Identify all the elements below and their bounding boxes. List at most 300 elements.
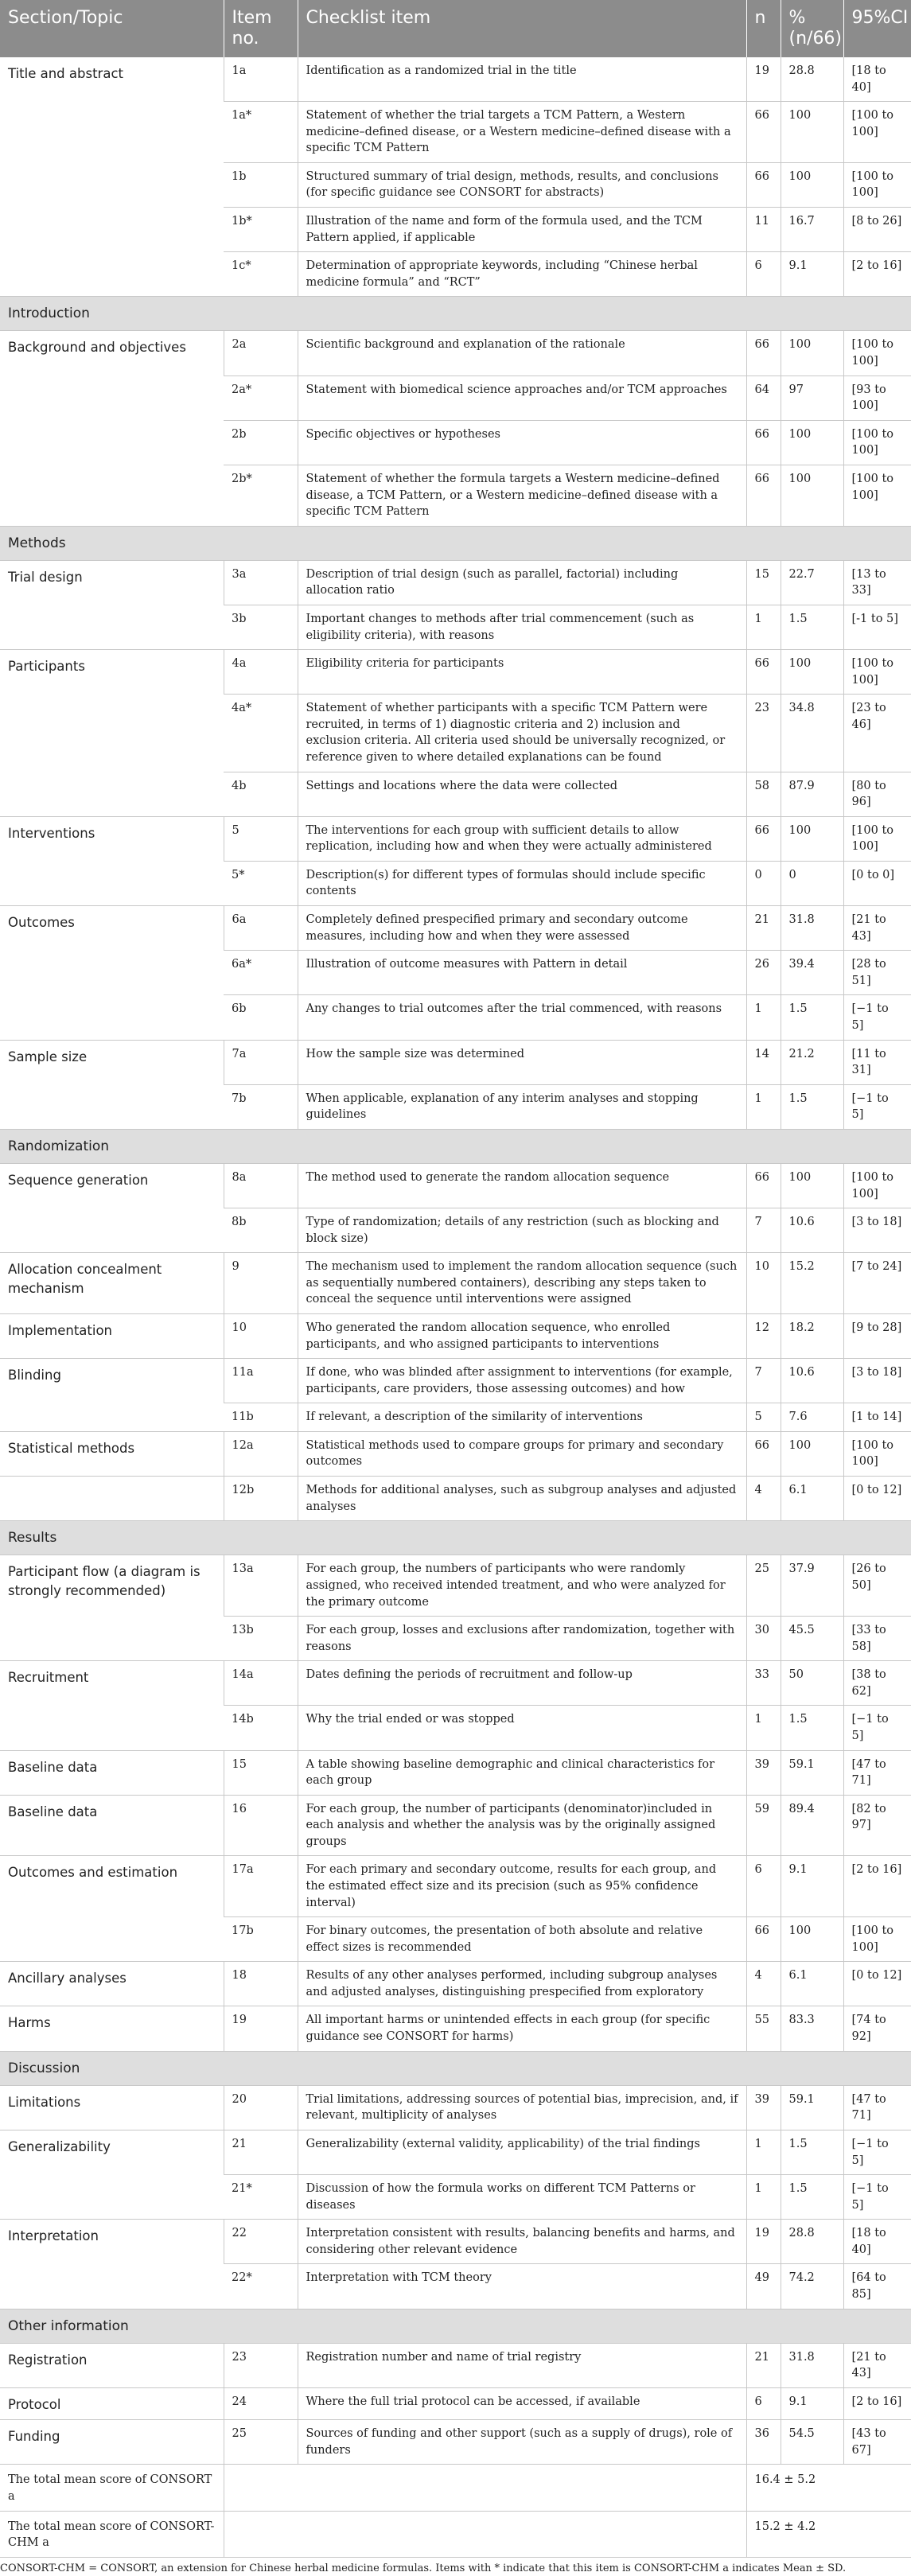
- total-value: 16.4 ± 5.2: [746, 2465, 911, 2511]
- item-no: 13b: [224, 1617, 298, 1661]
- table-row: [0, 331, 911, 376]
- item-pct: 37.9: [781, 1555, 843, 1617]
- item-ci: [0 to 12]: [843, 1477, 911, 1521]
- item-n: 66: [746, 102, 781, 163]
- item-pct: 6.1: [781, 1962, 843, 2006]
- item-n: 64: [746, 376, 781, 420]
- table-row: [0, 2387, 911, 2419]
- section-label: Allocation concealment mechanism: [0, 1253, 224, 1314]
- item-text: Who generated the random allocation sequence, who enrolled participants, and who assigned participants to interventions: [298, 1314, 746, 1359]
- item-no: 4a: [224, 650, 298, 695]
- table-row: [0, 57, 911, 102]
- item-text: Important changes to methods after trial commencement (such as eligibility criteria), with reasons: [298, 605, 746, 649]
- item-no: 12a: [224, 1431, 298, 1476]
- item-n: 6: [746, 2387, 781, 2419]
- item-no: 8b: [224, 1208, 298, 1253]
- item-ci: [2 to 16]: [843, 2387, 911, 2419]
- item-n: 66: [746, 1163, 781, 1208]
- item-text: Illustration of outcome measures with Pattern in detail: [298, 951, 746, 995]
- table-row: [0, 2085, 911, 2130]
- header-checklist-item: Checklist item: [298, 0, 746, 57]
- table-row: [0, 2220, 911, 2264]
- item-no: 13a: [224, 1555, 298, 1617]
- item-no: 2a*: [224, 376, 298, 420]
- item-pct: 100: [781, 465, 843, 526]
- item-ci: [8 to 26]: [843, 208, 911, 252]
- item-no: 24: [224, 2387, 298, 2419]
- item-n: 59: [746, 1795, 781, 1856]
- item-ci: [80 to 96]: [843, 772, 911, 816]
- table-row: [0, 1359, 911, 1403]
- item-n: 36: [746, 2420, 781, 2465]
- item-text: Settings and locations where the data were collected: [298, 772, 746, 816]
- item-text: The mechanism used to implement the random allocation sequence (such as sequentially numbered containers), describing any steps taken to conceal the sequence until interventions were assigned: [298, 1253, 746, 1314]
- item-pct: 100: [781, 102, 843, 163]
- item-text: Specific objectives or hypotheses: [298, 420, 746, 465]
- item-text: For each primary and secondary outcome, results for each group, and the estimated effect size and its precision (such as 95% confidence interval): [298, 1856, 746, 1917]
- item-pct: 1.5: [781, 2175, 843, 2220]
- item-n: 66: [746, 331, 781, 376]
- item-ci: [82 to 97]: [843, 1795, 911, 1856]
- section-label: Participants: [0, 650, 224, 817]
- item-text: For each group, the number of participants (denominator)included in each analysis and whether the analysis was by the originally assigned groups: [298, 1795, 746, 1856]
- table-row: [0, 2130, 911, 2174]
- item-no: 17b: [224, 1917, 298, 1962]
- section-label-empty: [0, 1477, 224, 1521]
- item-n: 4: [746, 1477, 781, 1521]
- item-text: Where the full trial protocol can be accessed, if available: [298, 2387, 746, 2419]
- item-no: 14b: [224, 1706, 298, 1750]
- item-n: 49: [746, 2264, 781, 2309]
- item-no: 3a: [224, 560, 298, 605]
- item-n: 5: [746, 1403, 781, 1432]
- item-n: 58: [746, 772, 781, 816]
- item-ci: [74 to 92]: [843, 2006, 911, 2051]
- item-ci: [21 to 43]: [843, 906, 911, 951]
- item-text: Completely defined prespecified primary and secondary outcome measures, including how and when they were assessed: [298, 906, 746, 951]
- item-n: 25: [746, 1555, 781, 1617]
- item-n: 1: [746, 605, 781, 649]
- item-no: 3b: [224, 605, 298, 649]
- item-n: 26: [746, 951, 781, 995]
- group-row: [0, 2051, 911, 2085]
- item-no: 11b: [224, 1403, 298, 1432]
- item-ci: [−1 to 5]: [843, 2130, 911, 2174]
- item-ci: [47 to 71]: [843, 1750, 911, 1795]
- table-row: [0, 1750, 911, 1795]
- item-no: 1c*: [224, 252, 298, 297]
- item-text: Generalizability (external validity, applicability) of the trial findings: [298, 2130, 746, 2174]
- header-n: n: [746, 0, 781, 57]
- item-pct: 21.2: [781, 1040, 843, 1084]
- item-no: 6a: [224, 906, 298, 951]
- section-label: Limitations: [0, 2085, 224, 2130]
- item-no: 23: [224, 2343, 298, 2387]
- item-pct: 28.8: [781, 2220, 843, 2264]
- table-row: [0, 2006, 911, 2051]
- item-n: 66: [746, 420, 781, 465]
- section-label: Baseline data: [0, 1795, 224, 1856]
- item-n: 21: [746, 2343, 781, 2387]
- item-pct: 18.2: [781, 1314, 843, 1359]
- item-no: 4a*: [224, 695, 298, 772]
- item-n: 66: [746, 162, 781, 207]
- item-n: 6: [746, 252, 781, 297]
- item-text: The interventions for each group with sufficient details to allow replication, including how and when they were actually administered: [298, 816, 746, 861]
- item-no: 1a: [224, 57, 298, 102]
- item-text: Statement of whether the formula targets a Western medicine–defined disease, a TCM Pattern, or a Western medicine–defined disease with a specific TCM Pattern: [298, 465, 746, 526]
- section-label: Outcomes and estimation: [0, 1856, 224, 1962]
- group-row: [0, 526, 911, 560]
- item-ci: [-1 to 5]: [843, 605, 911, 649]
- item-pct: 89.4: [781, 1795, 843, 1856]
- item-n: 39: [746, 1750, 781, 1795]
- table-row: [0, 1856, 911, 1917]
- item-ci: [100 to 100]: [843, 1163, 911, 1208]
- item-ci: [−1 to 5]: [843, 2175, 911, 2220]
- item-ci: [93 to 100]: [843, 376, 911, 420]
- item-pct: 15.2: [781, 1253, 843, 1314]
- item-pct: 100: [781, 331, 843, 376]
- item-no: 1b: [224, 162, 298, 207]
- item-n: 1: [746, 995, 781, 1040]
- item-ci: [100 to 100]: [843, 816, 911, 861]
- total-label: The total mean score of CONSORT a: [0, 2465, 224, 2511]
- item-no: 17a: [224, 1856, 298, 1917]
- item-ci: [100 to 100]: [843, 420, 911, 465]
- item-n: 19: [746, 2220, 781, 2264]
- item-pct: 31.8: [781, 2343, 843, 2387]
- item-no: 19: [224, 2006, 298, 2051]
- item-no: 16: [224, 1795, 298, 1856]
- table-row: [0, 906, 911, 951]
- item-pct: 7.6: [781, 1403, 843, 1432]
- item-n: 66: [746, 650, 781, 695]
- header-percent: % (n/66): [781, 0, 843, 57]
- item-pct: 0: [781, 861, 843, 905]
- item-no: 7a: [224, 1040, 298, 1084]
- table-header-row: [0, 0, 911, 57]
- item-n: 30: [746, 1617, 781, 1661]
- item-text: Type of randomization; details of any restriction (such as blocking and block size): [298, 1208, 746, 1253]
- table-row: [0, 560, 911, 605]
- item-text: Statement of whether the trial targets a TCM Pattern, a Western medicine–defined disease, or a Western medicine–defined disease with a specific TCM Pattern: [298, 102, 746, 163]
- item-n: 14: [746, 1040, 781, 1084]
- item-text: Results of any other analyses performed, including subgroup analyses and adjusted analyses, distinguishing prespecified from exploratory: [298, 1962, 746, 2006]
- item-pct: 100: [781, 420, 843, 465]
- item-ci: [13 to 33]: [843, 560, 911, 605]
- item-pct: 97: [781, 376, 843, 420]
- item-ci: [1 to 14]: [843, 1403, 911, 1432]
- item-pct: 100: [781, 162, 843, 207]
- item-ci: [11 to 31]: [843, 1040, 911, 1084]
- item-n: 66: [746, 1431, 781, 1476]
- item-text: Description(s) for different types of formulas should include specific contents: [298, 861, 746, 905]
- item-text: When applicable, explanation of any interim analyses and stopping guidelines: [298, 1084, 746, 1129]
- item-ci: [38 to 62]: [843, 1661, 911, 1706]
- item-pct: 1.5: [781, 1706, 843, 1750]
- item-ci: [−1 to 5]: [843, 1084, 911, 1129]
- item-text: Discussion of how the formula works on different TCM Patterns or diseases: [298, 2175, 746, 2220]
- item-ci: [21 to 43]: [843, 2343, 911, 2387]
- item-n: 0: [746, 861, 781, 905]
- section-label: Baseline data: [0, 1750, 224, 1795]
- section-label: Interpretation: [0, 2220, 224, 2309]
- item-text: Dates defining the periods of recruitment and follow-up: [298, 1661, 746, 1706]
- section-label: Implementation: [0, 1314, 224, 1359]
- item-text: Statement of whether participants with a specific TCM Pattern were recruited, in terms of 1) diagnostic criteria and 2) inclusion and exclusion criteria. All criteria used should be universally recognized, or reference given to where detailed explanations can be found: [298, 695, 746, 772]
- section-label: Ancillary analyses: [0, 1962, 224, 2006]
- item-text: A table showing baseline demographic and clinical characteristics for each group: [298, 1750, 746, 1795]
- item-n: 21: [746, 906, 781, 951]
- item-no: 1b*: [224, 208, 298, 252]
- table-row: [0, 1661, 911, 1706]
- item-ci: [100 to 100]: [843, 1917, 911, 1962]
- item-pct: 9.1: [781, 2387, 843, 2419]
- item-no: 6b: [224, 995, 298, 1040]
- item-n: 7: [746, 1359, 781, 1403]
- item-n: 1: [746, 2130, 781, 2174]
- table-row: [0, 1555, 911, 1617]
- item-no: 21: [224, 2130, 298, 2174]
- item-no: 5*: [224, 861, 298, 905]
- section-label: Interventions: [0, 816, 224, 905]
- item-ci: [0 to 0]: [843, 861, 911, 905]
- item-text: Any changes to trial outcomes after the trial commenced, with reasons: [298, 995, 746, 1040]
- table-row: [0, 1795, 911, 1856]
- group-label: Randomization: [0, 1129, 911, 1163]
- item-ci: [2 to 16]: [843, 1856, 911, 1917]
- item-pct: 100: [781, 1163, 843, 1208]
- item-ci: [−1 to 5]: [843, 1706, 911, 1750]
- item-no: 8a: [224, 1163, 298, 1208]
- item-no: 22: [224, 2220, 298, 2264]
- item-pct: 34.8: [781, 695, 843, 772]
- table-row: [0, 1040, 911, 1084]
- item-text: The method used to generate the random allocation sequence: [298, 1163, 746, 1208]
- item-no: 10: [224, 1314, 298, 1359]
- item-ci: [18 to 40]: [843, 2220, 911, 2264]
- item-text: Why the trial ended or was stopped: [298, 1706, 746, 1750]
- item-n: 6: [746, 1856, 781, 1917]
- total-value: 15.2 ± 4.2: [746, 2511, 911, 2557]
- item-text: Statement with biomedical science approaches and/or TCM approaches: [298, 376, 746, 420]
- section-label: Background and objectives: [0, 331, 224, 526]
- item-n: 15: [746, 560, 781, 605]
- item-text: If done, who was blinded after assignment to interventions (for example, participants, care providers, those assessing outcomes) and how: [298, 1359, 746, 1403]
- section-label: Sample size: [0, 1040, 224, 1129]
- item-no: 12b: [224, 1477, 298, 1521]
- item-ci: [26 to 50]: [843, 1555, 911, 1617]
- group-row: [0, 297, 911, 331]
- item-n: 55: [746, 2006, 781, 2051]
- item-ci: [47 to 71]: [843, 2085, 911, 2130]
- item-ci: [7 to 24]: [843, 1253, 911, 1314]
- item-n: 19: [746, 57, 781, 102]
- item-no: 18: [224, 1962, 298, 2006]
- item-text: Determination of appropriate keywords, including “Chinese herbal medicine formula” and “RCT”: [298, 252, 746, 297]
- item-text: Description of trial design (such as parallel, factorial) including allocation ratio: [298, 560, 746, 605]
- group-label: Results: [0, 1521, 911, 1555]
- table-row: [0, 816, 911, 861]
- item-no: 7b: [224, 1084, 298, 1129]
- item-ci: [100 to 100]: [843, 102, 911, 163]
- item-ci: [43 to 67]: [843, 2420, 911, 2465]
- item-pct: 1.5: [781, 2130, 843, 2174]
- header-section-topic: Section/Topic: [0, 0, 224, 57]
- item-text: For each group, losses and exclusions after randomization, together with reasons: [298, 1617, 746, 1661]
- item-text: Eligibility criteria for participants: [298, 650, 746, 695]
- group-label: Introduction: [0, 297, 911, 331]
- item-n: 66: [746, 1917, 781, 1962]
- item-pct: 9.1: [781, 252, 843, 297]
- item-no: 15: [224, 1750, 298, 1795]
- item-pct: 100: [781, 650, 843, 695]
- item-pct: 74.2: [781, 2264, 843, 2309]
- item-n: 1: [746, 1706, 781, 1750]
- table-row: [0, 1962, 911, 2006]
- item-text: Structured summary of trial design, methods, results, and conclusions (for specific guidance see CONSORT for abstracts): [298, 162, 746, 207]
- item-ci: [28 to 51]: [843, 951, 911, 995]
- table-row: [0, 1253, 911, 1314]
- section-label: Funding: [0, 2420, 224, 2465]
- header-ci: 95%CI: [843, 0, 911, 57]
- item-no: 11a: [224, 1359, 298, 1403]
- item-no: 6a*: [224, 951, 298, 995]
- item-no: 4b: [224, 772, 298, 816]
- item-ci: [100 to 100]: [843, 650, 911, 695]
- section-label: Sequence generation: [0, 1163, 224, 1252]
- total-row: [0, 2511, 911, 2557]
- item-pct: 10.6: [781, 1208, 843, 1253]
- item-n: 1: [746, 1084, 781, 1129]
- table-row: [0, 1431, 911, 1476]
- item-ci: [3 to 18]: [843, 1208, 911, 1253]
- item-text: Methods for additional analyses, such as subgroup analyses and adjusted analyses: [298, 1477, 746, 1521]
- item-text: Registration number and name of trial registry: [298, 2343, 746, 2387]
- item-pct: 54.5: [781, 2420, 843, 2465]
- item-pct: 1.5: [781, 995, 843, 1040]
- section-label: Blinding: [0, 1359, 224, 1432]
- item-ci: [100 to 100]: [843, 331, 911, 376]
- item-text: Statistical methods used to compare groups for primary and secondary outcomes: [298, 1431, 746, 1476]
- section-label: Registration: [0, 2343, 224, 2387]
- table-row: [0, 2420, 911, 2465]
- item-n: 1: [746, 2175, 781, 2220]
- section-label: Statistical methods: [0, 1431, 224, 1476]
- group-row: [0, 1521, 911, 1555]
- section-label: Harms: [0, 2006, 224, 2051]
- total-spacer: [224, 2511, 746, 2557]
- item-text: For binary outcomes, the presentation of both absolute and relative effect sizes is recommended: [298, 1917, 746, 1962]
- item-n: 39: [746, 2085, 781, 2130]
- item-pct: 50: [781, 1661, 843, 1706]
- item-text: Identification as a randomized trial in the title: [298, 57, 746, 102]
- item-no: 2b: [224, 420, 298, 465]
- item-text: Trial limitations, addressing sources of potential bias, imprecision, and, if relevant, multiplicity of analyses: [298, 2085, 746, 2130]
- item-pct: 31.8: [781, 906, 843, 951]
- item-text: If relevant, a description of the similarity of interventions: [298, 1403, 746, 1432]
- item-no: 25: [224, 2420, 298, 2465]
- table-row: [0, 1314, 911, 1359]
- item-n: 66: [746, 816, 781, 861]
- item-pct: 87.9: [781, 772, 843, 816]
- item-n: 33: [746, 1661, 781, 1706]
- total-row: [0, 2465, 911, 2511]
- item-pct: 45.5: [781, 1617, 843, 1661]
- total-spacer: [224, 2465, 746, 2511]
- item-no: 21*: [224, 2175, 298, 2220]
- item-pct: 9.1: [781, 1856, 843, 1917]
- item-no: 5: [224, 816, 298, 861]
- total-label: The total mean score of CONSORT-CHM a: [0, 2511, 224, 2557]
- item-pct: 28.8: [781, 57, 843, 102]
- table-footnote: CONSORT-CHM = CONSORT, an extension for Chinese herbal medicine formulas. Items with * indicate that this item is CONSORT-CHM a indicates Mean ± SD.: [0, 2562, 847, 2574]
- item-no: 20: [224, 2085, 298, 2130]
- item-text: Interpretation consistent with results, balancing benefits and harms, and considering other relevant evidence: [298, 2220, 746, 2264]
- item-pct: 1.5: [781, 605, 843, 649]
- item-pct: 6.1: [781, 1477, 843, 1521]
- item-no: 2b*: [224, 465, 298, 526]
- section-label: Recruitment: [0, 1661, 224, 1750]
- item-n: 66: [746, 465, 781, 526]
- table-row: [0, 1477, 911, 1521]
- item-ci: [100 to 100]: [843, 465, 911, 526]
- item-no: 1a*: [224, 102, 298, 163]
- item-ci: [64 to 85]: [843, 2264, 911, 2309]
- group-row: [0, 1129, 911, 1163]
- item-text: Scientific background and explanation of the rationale: [298, 331, 746, 376]
- item-text: Interpretation with TCM theory: [298, 2264, 746, 2309]
- item-text: Illustration of the name and form of the formula used, and the TCM Pattern applied, if applicable: [298, 208, 746, 252]
- item-n: 11: [746, 208, 781, 252]
- item-text: How the sample size was determined: [298, 1040, 746, 1084]
- item-ci: [9 to 28]: [843, 1314, 911, 1359]
- item-ci: [23 to 46]: [843, 695, 911, 772]
- item-ci: [18 to 40]: [843, 57, 911, 102]
- item-ci: [−1 to 5]: [843, 995, 911, 1040]
- item-pct: 83.3: [781, 2006, 843, 2051]
- item-n: 7: [746, 1208, 781, 1253]
- item-n: 12: [746, 1314, 781, 1359]
- group-label: Discussion: [0, 2051, 911, 2085]
- table-row: [0, 650, 911, 695]
- item-ci: [3 to 18]: [843, 1359, 911, 1403]
- item-ci: [100 to 100]: [843, 1431, 911, 1476]
- item-pct: 59.1: [781, 2085, 843, 2130]
- item-ci: [2 to 16]: [843, 252, 911, 297]
- group-label: Methods: [0, 526, 911, 560]
- item-n: 4: [746, 1962, 781, 2006]
- item-pct: 59.1: [781, 1750, 843, 1795]
- item-no: 9: [224, 1253, 298, 1314]
- item-n: 23: [746, 695, 781, 772]
- item-pct: 100: [781, 1917, 843, 1962]
- section-label: Title and abstract: [0, 57, 224, 297]
- item-text: All important harms or unintended effects in each group (for specific guidance see CONSORT for harms): [298, 2006, 746, 2051]
- item-pct: 22.7: [781, 560, 843, 605]
- section-label: Outcomes: [0, 906, 224, 1040]
- section-label: Trial design: [0, 560, 224, 649]
- item-pct: 16.7: [781, 208, 843, 252]
- item-pct: 100: [781, 1431, 843, 1476]
- section-label: Generalizability: [0, 2130, 224, 2219]
- item-pct: 10.6: [781, 1359, 843, 1403]
- section-label: Participant flow (a diagram is strongly recommended): [0, 1555, 224, 1661]
- table-row: [0, 2343, 911, 2387]
- item-n: 10: [746, 1253, 781, 1314]
- item-ci: [0 to 12]: [843, 1962, 911, 2006]
